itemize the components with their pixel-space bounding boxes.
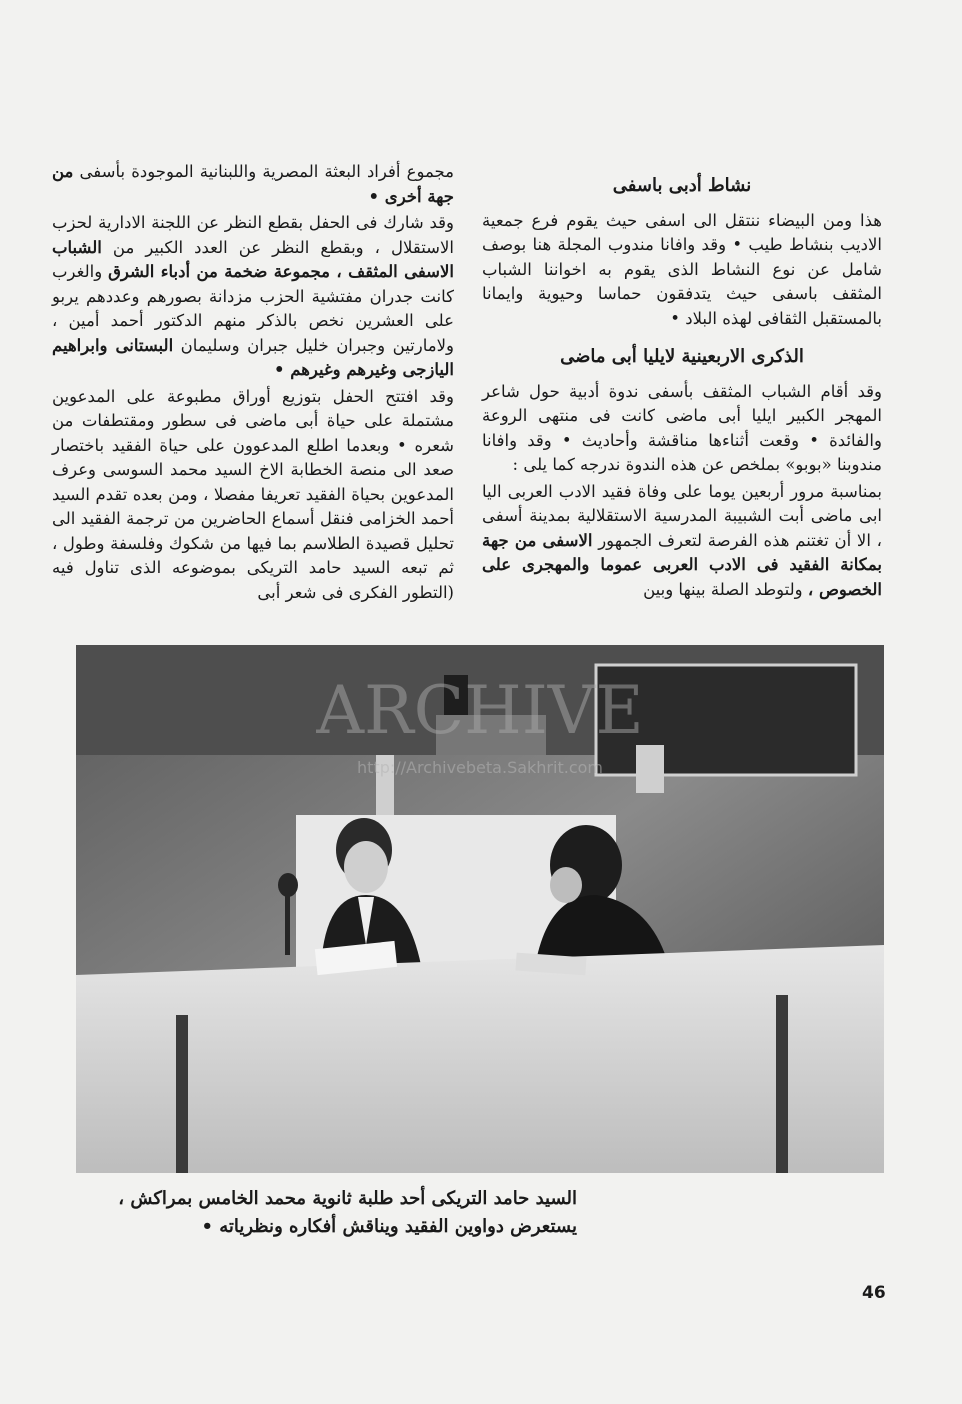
paragraph-bold-text: الاسفى من جهة بمكانة الفقيد فى الادب العربى عموما والمهجرى على الخصوص ، (482, 530, 882, 599)
section-paragraph: وقد أقام الشباب المثقف بأسفى ندوة أدبية حول شاعر المهجر الكبير ايليا أبى ماضى كانت فى منتهى الروعة والفائدة • وقعت أثناءها مناقشة وأحاديث • وقد وافانا مندوبنا «بوبو» بملخص عن هذه الندوة ندرجه كما يلى : (482, 381, 882, 474)
watermark-text: ARCHIVE (316, 672, 644, 749)
paragraph-bold-text: من جهة أخرى • (52, 162, 454, 206)
paragraph-text: مجموع أفراد البعثة المصرية واللبنانية الموجودة بأسفى (79, 162, 454, 181)
section-paragraph: وقد افتتح الحفل بتوزيع أوراق مطبوعة على المدعوين مشتملة على حياة أبى ماضى فى سطور ومقتطفات من شعره • وبعدما اطلع المدعوون على حياة الفقيد باختصار صعد الى منصة الخطابة الاخ السيد محمد السوسى وعرف المدعوين بحياة الفقيد تعريفا مفصلا ، ومن بعده تقدم السيد أحمد الخزامى فنقل أسماع الحاضرين من ترجمة الفقيد الى تحليل قصيدة الطلاسم بما فيها من شكوك وفلسفة وطول ، ثم تبعه السيد حامد التريكى بموضوعه الذى تناول فيه (التطور الفكرى فى شعر أبى (52, 386, 454, 602)
section-paragraph (52, 211, 454, 383)
page-number: 46 (862, 1283, 886, 1303)
event-photo (76, 645, 884, 1173)
paragraph-text: والغرب كانت جدران مفتشية الحزب مزدانة بصورهم وعددهم يربو على العشرين نخص بالذكر منهم الدكتور أحمد أمين ، ولامارتين وجبران خليل جبران وسليمان (52, 262, 454, 355)
photo-caption (57, 1185, 577, 1241)
paragraph-bold-text: البستانى وابراهيم اليازجى وغيرهم وغيرهم • (52, 335, 454, 379)
left-column (52, 160, 454, 607)
caption-line: السيد حامد التريكى أحد طلبة ثانوية محمد الخامس بمراكش ، (118, 1188, 577, 1209)
section-title: الذكرى الاربعينية لايليا أبى ماضى (560, 346, 804, 367)
right-column (482, 168, 882, 604)
section-paragraph (482, 480, 882, 603)
paragraph-text: وقد شارك فى الحفل بقطع النظر عن اللجنة الادارية لحزب الاستقلال ، وبقطع النظر عن العدد الكبير من (52, 213, 454, 257)
paragraph-bold-text: الشباب الاسفى المثقف ، مجموعة ضخمة من أدباء الشرق (52, 237, 455, 281)
watermark-url: http://Archivebeta.Sakhrit.com (357, 758, 603, 777)
paragraph-text: بمناسبة مرور أربعين يوما على وفاة فقيد الادب العربى اليا ابى ماضى أبت الشبيبة المدرسية الاستقلالية بمدينة أسفى ، الا أن تغتنم هذه الفرصة لتعرف الجمهور (482, 481, 882, 550)
paragraph-text: ولتوطد الصلة بينها وبين (643, 579, 803, 599)
section-paragraph: هذا ومن البيضاء ننتقل الى اسفى حيث يقوم فرع جمعية الاديب بنشاط طيب • وقد وافانا مندوب المجلة هنا بوصف شامل عن نوع النشاط الذى يقوم به اخواننا الشباب المثقف باسفى حيث يتدفقون حماسا وحيوية وايمانا بالمستقبل الثقافى لهذه البلاد • (482, 210, 882, 328)
section-title: نشاط أدبى باسفى (612, 175, 752, 196)
caption-line: يستعرض دواوين الفقيد ويناقش أفكاره ونظرياته • (201, 1216, 577, 1237)
photo-illustration (76, 645, 884, 1173)
section-paragraph (52, 160, 454, 209)
